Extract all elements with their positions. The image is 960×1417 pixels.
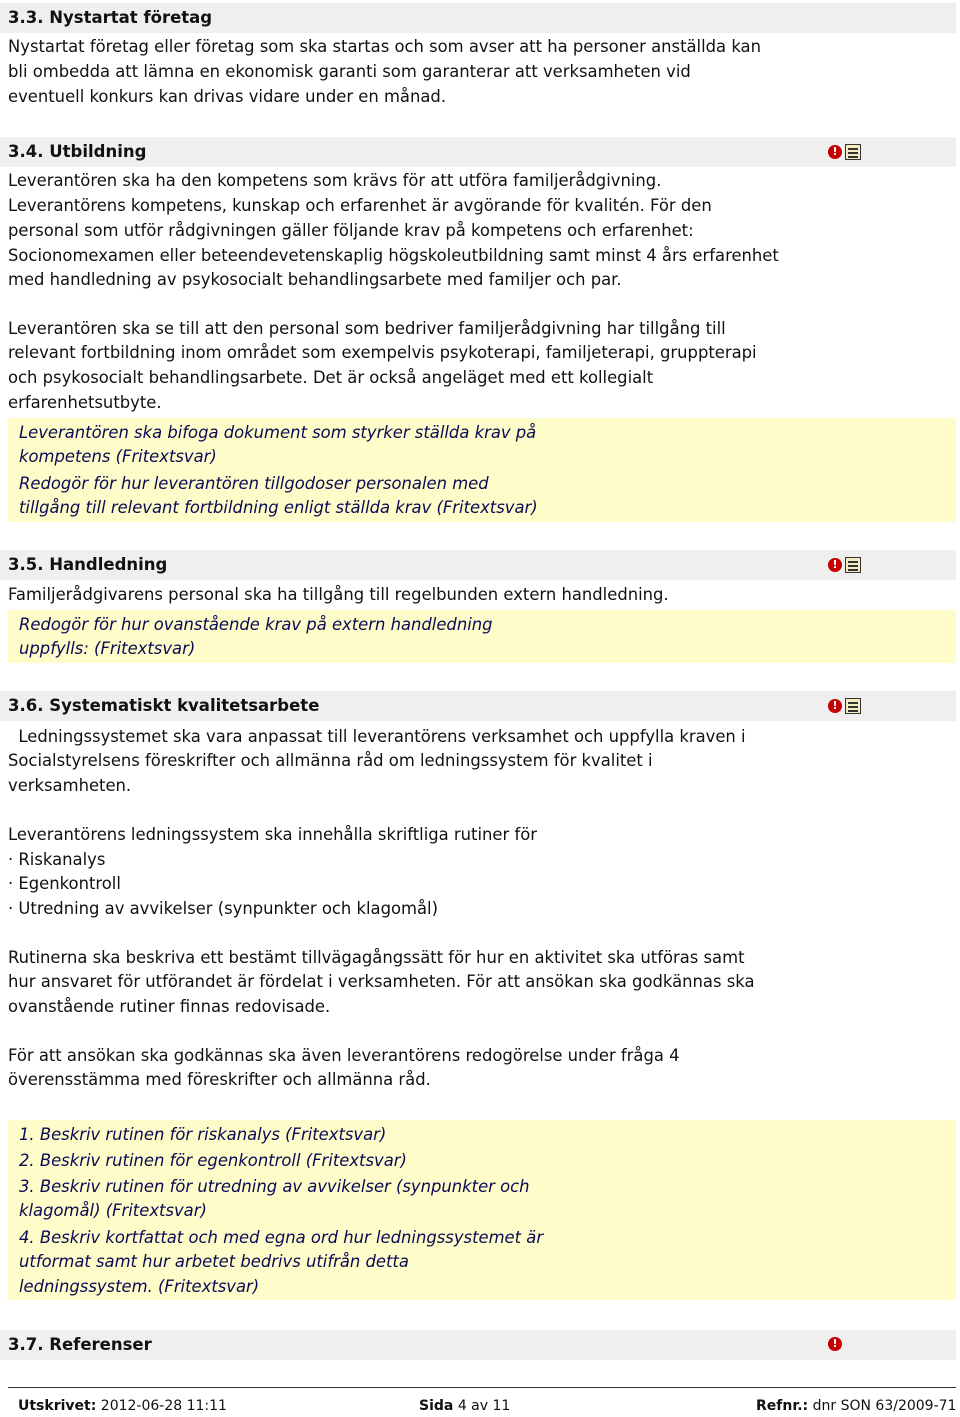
question-box bbox=[8, 418, 956, 522]
paragraph-line: Ledningssystemet ska vara anpassat till leverantörens verksamhet och uppfylla kraven i bbox=[8, 727, 746, 746]
section-title: 3.4. Utbildning bbox=[8, 142, 147, 161]
exclamation-icon: ! bbox=[828, 558, 842, 572]
question-text[interactable]: ledningssystem. (Fritextsvar) bbox=[19, 1277, 260, 1296]
section-header-3-6 bbox=[0, 691, 956, 721]
footer-printed-value: 2012-06-28 11:11 bbox=[100, 1398, 227, 1414]
paragraph-line: överensstämma med föreskrifter och allmänna råd. bbox=[8, 1070, 431, 1089]
paragraph-line: Leverantörens kompetens, kunskap och erfarenhet är avgörande för kvalitén. För den bbox=[8, 196, 712, 215]
question-box bbox=[8, 610, 956, 663]
paragraph-line: Leverantören ska se till att den personal som bedriver familjerådgivning har tillgång till bbox=[8, 319, 726, 338]
paragraph-line: Leverantörens ledningssystem ska innehålla skriftliga rutiner för bbox=[8, 825, 537, 844]
question-text[interactable]: 3. Beskriv rutinen för utredning av avvikelser (synpunkter och bbox=[19, 1177, 530, 1196]
paragraph-line: och psykosocialt behandlingsarbete. Det är också angeläget med ett kollegialt bbox=[8, 368, 654, 387]
footer-ref-value: dnr SON 63/2009-71 bbox=[812, 1398, 957, 1414]
exclamation-icon: ! bbox=[828, 145, 842, 159]
question-text[interactable]: uppfylls: (Fritextsvar) bbox=[19, 639, 196, 658]
paragraph-line: personal som utför rådgivningen gäller följande krav på kompetens och erfarenhet: bbox=[8, 221, 694, 240]
paragraph-line: ovanstående rutiner finnas redovisade. bbox=[8, 997, 331, 1016]
section-title: 3.5. Handledning bbox=[8, 555, 168, 574]
paragraph-line: hur ansvaret för utförandet är fördelat i verksamheten. För att ansökan ska godkännas ska bbox=[8, 972, 755, 991]
question-text[interactable]: klagomål) (Fritextsvar) bbox=[19, 1201, 207, 1220]
exclamation-icon: ! bbox=[828, 699, 842, 713]
paragraph-line: verksamheten. bbox=[8, 776, 132, 795]
paragraph-line: eventuell konkurs kan drivas vidare under en månad. bbox=[8, 87, 447, 106]
section-header-3-7 bbox=[0, 1330, 956, 1360]
question-text[interactable]: 2. Beskriv rutinen för egenkontroll (Fritextsvar) bbox=[19, 1151, 407, 1170]
section-title: 3.3. Nystartat företag bbox=[8, 8, 213, 27]
paragraph-line: bli ombedda att lämna en ekonomisk garanti som garanterar att verksamheten vid bbox=[8, 62, 691, 81]
footer-page bbox=[419, 1398, 510, 1414]
paragraph-line: relevant fortbildning inom området som exempelvis psykoterapi, familjeterapi, gruppterapi bbox=[8, 343, 757, 362]
document-icon[interactable] bbox=[845, 698, 861, 714]
paragraph-line: Socialstyrelsens föreskrifter och allmänna råd om ledningssystem för kvalitet i bbox=[8, 751, 653, 770]
paragraph-line: Leverantören ska ha den kompetens som krävs för att utföra familjerådgivning. bbox=[8, 171, 662, 190]
paragraph-line: erfarenhetsutbyte. bbox=[8, 393, 162, 412]
question-text[interactable]: 1. Beskriv rutinen för riskanalys (Fritextsvar) bbox=[19, 1125, 387, 1144]
question-text[interactable]: 4. Beskriv kortfattat och med egna ord hur ledningssystemet är bbox=[19, 1228, 544, 1247]
paragraph-line: med handledning av psykosocialt behandlingsarbete med familjer och par. bbox=[8, 270, 622, 289]
section-header-3-5 bbox=[0, 550, 956, 580]
paragraph-line: Socionomexamen eller beteendevetenskaplig högskoleutbildning samt minst 4 års erfarenhet bbox=[8, 246, 779, 265]
list-item: · Egenkontroll bbox=[8, 874, 121, 893]
paragraph-line: Familjerådgivarens personal ska ha tillgång till regelbunden extern handledning. bbox=[8, 585, 669, 604]
footer-page-value: 4 av 11 bbox=[457, 1398, 511, 1414]
question-text[interactable]: Redogör för hur leverantören tillgodoser personalen med bbox=[19, 474, 489, 493]
section-title: 3.7. Referenser bbox=[8, 1335, 152, 1354]
list-item: · Riskanalys bbox=[8, 850, 106, 869]
footer-divider bbox=[8, 1387, 956, 1388]
footer-page-label: Sida bbox=[419, 1398, 454, 1414]
document-icon[interactable] bbox=[845, 144, 861, 160]
section-header-3-3 bbox=[0, 3, 956, 33]
section-title: 3.6. Systematiskt kvalitetsarbete bbox=[8, 696, 320, 715]
footer-ref-label: Refnr.: bbox=[756, 1398, 809, 1414]
question-text[interactable]: tillgång till relevant fortbildning enligt ställda krav (Fritextsvar) bbox=[19, 498, 538, 517]
paragraph-line: För att ansökan ska godkännas ska även leverantörens redogörelse under fråga 4 bbox=[8, 1046, 680, 1065]
question-text[interactable]: utformat samt hur arbetet bedrivs utifrån detta bbox=[19, 1252, 409, 1271]
list-item: · Utredning av avvikelser (synpunkter och klagomål) bbox=[8, 899, 438, 918]
exclamation-icon: ! bbox=[828, 1337, 842, 1351]
footer-printed-label: Utskrivet: bbox=[18, 1398, 97, 1414]
footer-printed bbox=[18, 1398, 227, 1414]
paragraph-line: Rutinerna ska beskriva ett bestämt tillvägagångssätt för hur en aktivitet ska utföras samt bbox=[8, 948, 745, 967]
footer-ref bbox=[756, 1398, 956, 1414]
paragraph-line: Nystartat företag eller företag som ska startas och som avser att ha personer anställda kan bbox=[8, 37, 761, 56]
section-header-3-4 bbox=[0, 137, 956, 167]
question-box bbox=[8, 1120, 956, 1300]
question-text[interactable]: kompetens (Fritextsvar) bbox=[19, 447, 217, 466]
document-icon[interactable] bbox=[845, 557, 861, 573]
question-text[interactable]: Leverantören ska bifoga dokument som styrker ställda krav på bbox=[19, 423, 537, 442]
question-text[interactable]: Redogör för hur ovanstående krav på extern handledning bbox=[19, 615, 493, 634]
